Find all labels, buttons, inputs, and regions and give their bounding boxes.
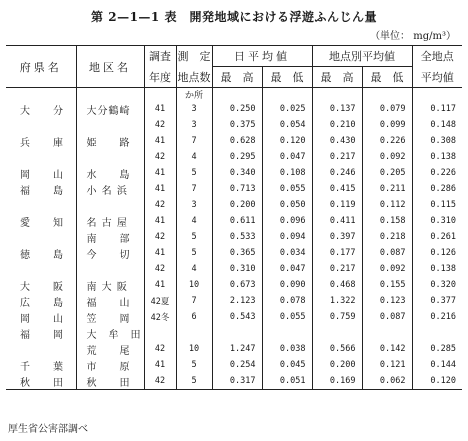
cell-all-avg: 0.310 — [412, 213, 462, 229]
cell-count: 10 — [176, 277, 212, 293]
cell-area: 大 牟 田 — [76, 325, 144, 341]
cell-year: 42 — [144, 373, 176, 390]
cell-year: 42 — [144, 229, 176, 245]
cell-pref — [6, 229, 76, 245]
cell-area: 秋 田 — [76, 373, 144, 390]
cell-daily-min: 0.078 — [262, 293, 312, 309]
table-row — [6, 261, 462, 277]
header-site-max: 最 高 — [312, 67, 362, 88]
cell-site-min — [362, 325, 412, 341]
cell-site-min: 0.142 — [362, 341, 412, 357]
cell-daily-min: 0.054 — [262, 117, 312, 133]
cell-year: 42冬 — [144, 309, 176, 325]
header-site-min: 最 低 — [362, 67, 412, 88]
cell-count: 5 — [176, 165, 212, 181]
cell-all-avg: 0.320 — [412, 277, 462, 293]
cell-site-min: 0.087 — [362, 309, 412, 325]
cell-site-max: 0.217 — [312, 149, 362, 165]
cell-count: 5 — [176, 357, 212, 373]
cell-pref: 福 島 — [20, 185, 64, 197]
cell-daily-min: 0.047 — [262, 149, 312, 165]
cell-all-avg: 0.285 — [412, 341, 462, 357]
cell-daily-max: 0.611 — [212, 213, 262, 229]
table-row — [6, 181, 462, 197]
cell-count — [176, 325, 212, 341]
cell-site-max: 0.200 — [312, 357, 362, 373]
cell-daily-max: 0.295 — [212, 149, 262, 165]
cell-pref: 岡 山 — [20, 313, 64, 325]
cell-site-max: 0.119 — [312, 197, 362, 213]
table-row — [6, 149, 462, 165]
cell-pref — [6, 261, 76, 277]
cell-daily-min: 0.034 — [262, 245, 312, 261]
cell-daily-max: 0.340 — [212, 165, 262, 181]
cell-pref: 広 島 — [20, 297, 64, 309]
cell-count: 4 — [176, 213, 212, 229]
table-row — [6, 373, 462, 390]
cell-count: 3 — [176, 197, 212, 213]
cell-site-min: 0.158 — [362, 213, 412, 229]
table-row — [6, 325, 462, 341]
cell-daily-max — [212, 325, 262, 341]
cell-count: 4 — [176, 149, 212, 165]
cell-site-max — [312, 325, 362, 341]
cell-pref: 秋 田 — [6, 373, 76, 390]
cell-all-avg: 0.120 — [412, 373, 462, 390]
cell-pref: 徳 島 — [20, 249, 64, 261]
unit-label: （単位： mg/m³） — [370, 31, 456, 42]
header-all-top: 全地点 — [412, 46, 462, 67]
table-row — [6, 309, 462, 325]
cell-area: 笠 岡 — [76, 309, 144, 325]
cell-count: 6 — [176, 309, 212, 325]
cell-all-avg: 0.144 — [412, 357, 462, 373]
cell-daily-max: 0.250 — [212, 101, 262, 117]
cell-daily-min: 0.047 — [262, 261, 312, 277]
cell-area: 南 大 阪 — [76, 277, 144, 293]
cell-daily-max: 0.375 — [212, 117, 262, 133]
cell-site-max: 0.430 — [312, 133, 362, 149]
cell-site-max: 0.210 — [312, 117, 362, 133]
cell-year: 41 — [144, 213, 176, 229]
cell-pref: 兵 庫 — [20, 137, 64, 149]
cell-area: 大分鶴崎 — [76, 101, 144, 117]
cell-count: 5 — [176, 229, 212, 245]
cell-daily-min: 0.055 — [262, 181, 312, 197]
header-site: 地点別平均値 — [312, 46, 412, 67]
cell-daily-min: 0.096 — [262, 213, 312, 229]
cell-year: 42 — [144, 197, 176, 213]
cell-all-avg: 0.115 — [412, 197, 462, 213]
cell-daily-max: 0.200 — [212, 197, 262, 213]
header-count-top: 測 定 — [176, 46, 212, 67]
cell-year: 42 — [144, 341, 176, 357]
cell-area — [76, 197, 144, 213]
cell-daily-min: 0.094 — [262, 229, 312, 245]
cell-year: 41 — [144, 277, 176, 293]
cell-year: 41 — [144, 245, 176, 261]
cell-site-min: 0.226 — [362, 133, 412, 149]
cell-site-max: 0.759 — [312, 309, 362, 325]
cell-all-avg: 0.126 — [412, 245, 462, 261]
header-year-top: 調査 — [144, 46, 176, 67]
header-year-bottom: 年度 — [144, 67, 176, 88]
cell-site-min: 0.218 — [362, 229, 412, 245]
cell-daily-max: 0.310 — [212, 261, 262, 277]
cell-all-avg: 0.308 — [412, 133, 462, 149]
cell-area — [76, 117, 144, 133]
cell-site-max: 0.566 — [312, 341, 362, 357]
cell-site-min: 0.087 — [362, 245, 412, 261]
cell-daily-min — [262, 325, 312, 341]
cell-site-min: 0.062 — [362, 373, 412, 390]
table-title: 第 2—1—1 表 開発地域における浮遊ふんじん量 — [91, 10, 377, 24]
cell-daily-min: 0.055 — [262, 309, 312, 325]
cell-pref: 愛 知 — [20, 217, 64, 229]
cell-daily-max: 0.254 — [212, 357, 262, 373]
cell-all-avg: 0.226 — [412, 165, 462, 181]
cell-daily-min: 0.025 — [262, 101, 312, 117]
cell-area: 福 山 — [76, 293, 144, 309]
cell-site-min: 0.092 — [362, 261, 412, 277]
header-daily-max: 最 高 — [212, 67, 262, 88]
header-daily: 日平均値 — [212, 46, 312, 67]
header-pref: 府県名 — [6, 46, 76, 88]
cell-site-min: 0.123 — [362, 293, 412, 309]
cell-all-avg: 0.117 — [412, 101, 462, 117]
cell-daily-max: 1.247 — [212, 341, 262, 357]
table-row — [6, 197, 462, 213]
header-all-bottom: 平均値 — [412, 67, 462, 88]
cell-daily-max: 0.628 — [212, 133, 262, 149]
header-daily-min: 最 低 — [262, 67, 312, 88]
cell-all-avg: 0.286 — [412, 181, 462, 197]
table-row — [6, 341, 462, 357]
cell-count: 7 — [176, 133, 212, 149]
cell-daily-max: 0.365 — [212, 245, 262, 261]
cell-pref — [6, 341, 76, 357]
cell-year: 42夏 — [144, 293, 176, 309]
cell-daily-max: 0.713 — [212, 181, 262, 197]
cell-area — [76, 261, 144, 277]
cell-pref: 千 葉 — [20, 361, 64, 373]
cell-all-avg: 0.138 — [412, 261, 462, 277]
table-header — [6, 46, 462, 88]
table-row — [6, 101, 462, 117]
cell-site-min: 0.205 — [362, 165, 412, 181]
cell-count: 5 — [176, 373, 212, 390]
cell-year: 42 — [144, 117, 176, 133]
cell-site-max: 0.137 — [312, 101, 362, 117]
cell-pref: 大 分 — [20, 105, 64, 117]
table-row — [6, 277, 462, 293]
cell-count: 7 — [176, 181, 212, 197]
cell-year: 41 — [144, 181, 176, 197]
cell-area: 名 古 屋 — [76, 213, 144, 229]
table-body — [6, 88, 462, 390]
cell-count: 4 — [176, 261, 212, 277]
cell-count: 7 — [176, 293, 212, 309]
cell-pref — [6, 197, 76, 213]
cell-pref: 福 岡 — [20, 329, 64, 341]
cell-site-max: 0.468 — [312, 277, 362, 293]
cell-count: 3 — [176, 101, 212, 117]
cell-site-max: 0.411 — [312, 213, 362, 229]
cell-area: 今 切 — [76, 245, 144, 261]
cell-site-max: 1.322 — [312, 293, 362, 309]
cell-year: 42 — [144, 261, 176, 277]
dust-table — [6, 45, 462, 390]
cell-site-max: 0.397 — [312, 229, 362, 245]
table-row — [6, 117, 462, 133]
source-note: 厚生省公害部調べ — [8, 424, 88, 435]
cell-daily-max: 0.673 — [212, 277, 262, 293]
header-count-bottom: 地点数 — [176, 67, 212, 88]
cell-year: 41 — [144, 165, 176, 181]
cell-site-max: 0.177 — [312, 245, 362, 261]
cell-year: 41 — [144, 357, 176, 373]
cell-count: 3 — [176, 117, 212, 133]
header-area: 地区名 — [76, 46, 144, 88]
cell-site-max: 0.415 — [312, 181, 362, 197]
table-row — [6, 133, 462, 149]
cell-all-avg: 0.216 — [412, 309, 462, 325]
kasho-row — [6, 88, 462, 102]
table-row — [6, 245, 462, 261]
cell-area: 水 島 — [76, 165, 144, 181]
cell-area: 荒 尾 — [76, 341, 144, 357]
cell-site-min: 0.121 — [362, 357, 412, 373]
cell-daily-max: 0.543 — [212, 309, 262, 325]
table-row — [6, 165, 462, 181]
cell-daily-min: 0.051 — [262, 373, 312, 390]
cell-year — [144, 325, 176, 341]
cell-daily-max: 0.533 — [212, 229, 262, 245]
cell-daily-min: 0.045 — [262, 357, 312, 373]
kasho-label: か所 — [184, 91, 203, 101]
cell-daily-min: 0.090 — [262, 277, 312, 293]
table-row — [6, 229, 462, 245]
cell-year: 42 — [144, 149, 176, 165]
cell-pref: 岡 山 — [20, 169, 64, 181]
table-row — [6, 293, 462, 309]
cell-site-min: 0.211 — [362, 181, 412, 197]
cell-all-avg: 0.377 — [412, 293, 462, 309]
table-row — [6, 357, 462, 373]
cell-all-avg — [412, 325, 462, 341]
cell-area: 姫 路 — [76, 133, 144, 149]
cell-all-avg: 0.261 — [412, 229, 462, 245]
cell-all-avg: 0.138 — [412, 149, 462, 165]
cell-year: 41 — [144, 101, 176, 117]
cell-pref — [6, 149, 76, 165]
cell-site-min: 0.079 — [362, 101, 412, 117]
cell-year: 41 — [144, 133, 176, 149]
cell-daily-min: 0.108 — [262, 165, 312, 181]
cell-site-min: 0.155 — [362, 277, 412, 293]
cell-site-max: 0.169 — [312, 373, 362, 390]
cell-area: 南 部 — [76, 229, 144, 245]
cell-area — [76, 149, 144, 165]
cell-site-min: 0.092 — [362, 149, 412, 165]
table-row — [6, 213, 462, 229]
cell-pref: 大 阪 — [20, 281, 64, 293]
cell-count: 10 — [176, 341, 212, 357]
cell-area: 小 名 浜 — [76, 181, 144, 197]
cell-site-min: 0.099 — [362, 117, 412, 133]
cell-daily-max: 2.123 — [212, 293, 262, 309]
cell-area: 市 原 — [76, 357, 144, 373]
cell-pref — [6, 117, 76, 133]
cell-daily-min: 0.050 — [262, 197, 312, 213]
cell-daily-max: 0.317 — [212, 373, 262, 390]
cell-daily-min: 0.038 — [262, 341, 312, 357]
cell-daily-min: 0.120 — [262, 133, 312, 149]
cell-count: 5 — [176, 245, 212, 261]
cell-all-avg: 0.148 — [412, 117, 462, 133]
cell-site-max: 0.217 — [312, 261, 362, 277]
cell-site-min: 0.112 — [362, 197, 412, 213]
cell-site-max: 0.246 — [312, 165, 362, 181]
